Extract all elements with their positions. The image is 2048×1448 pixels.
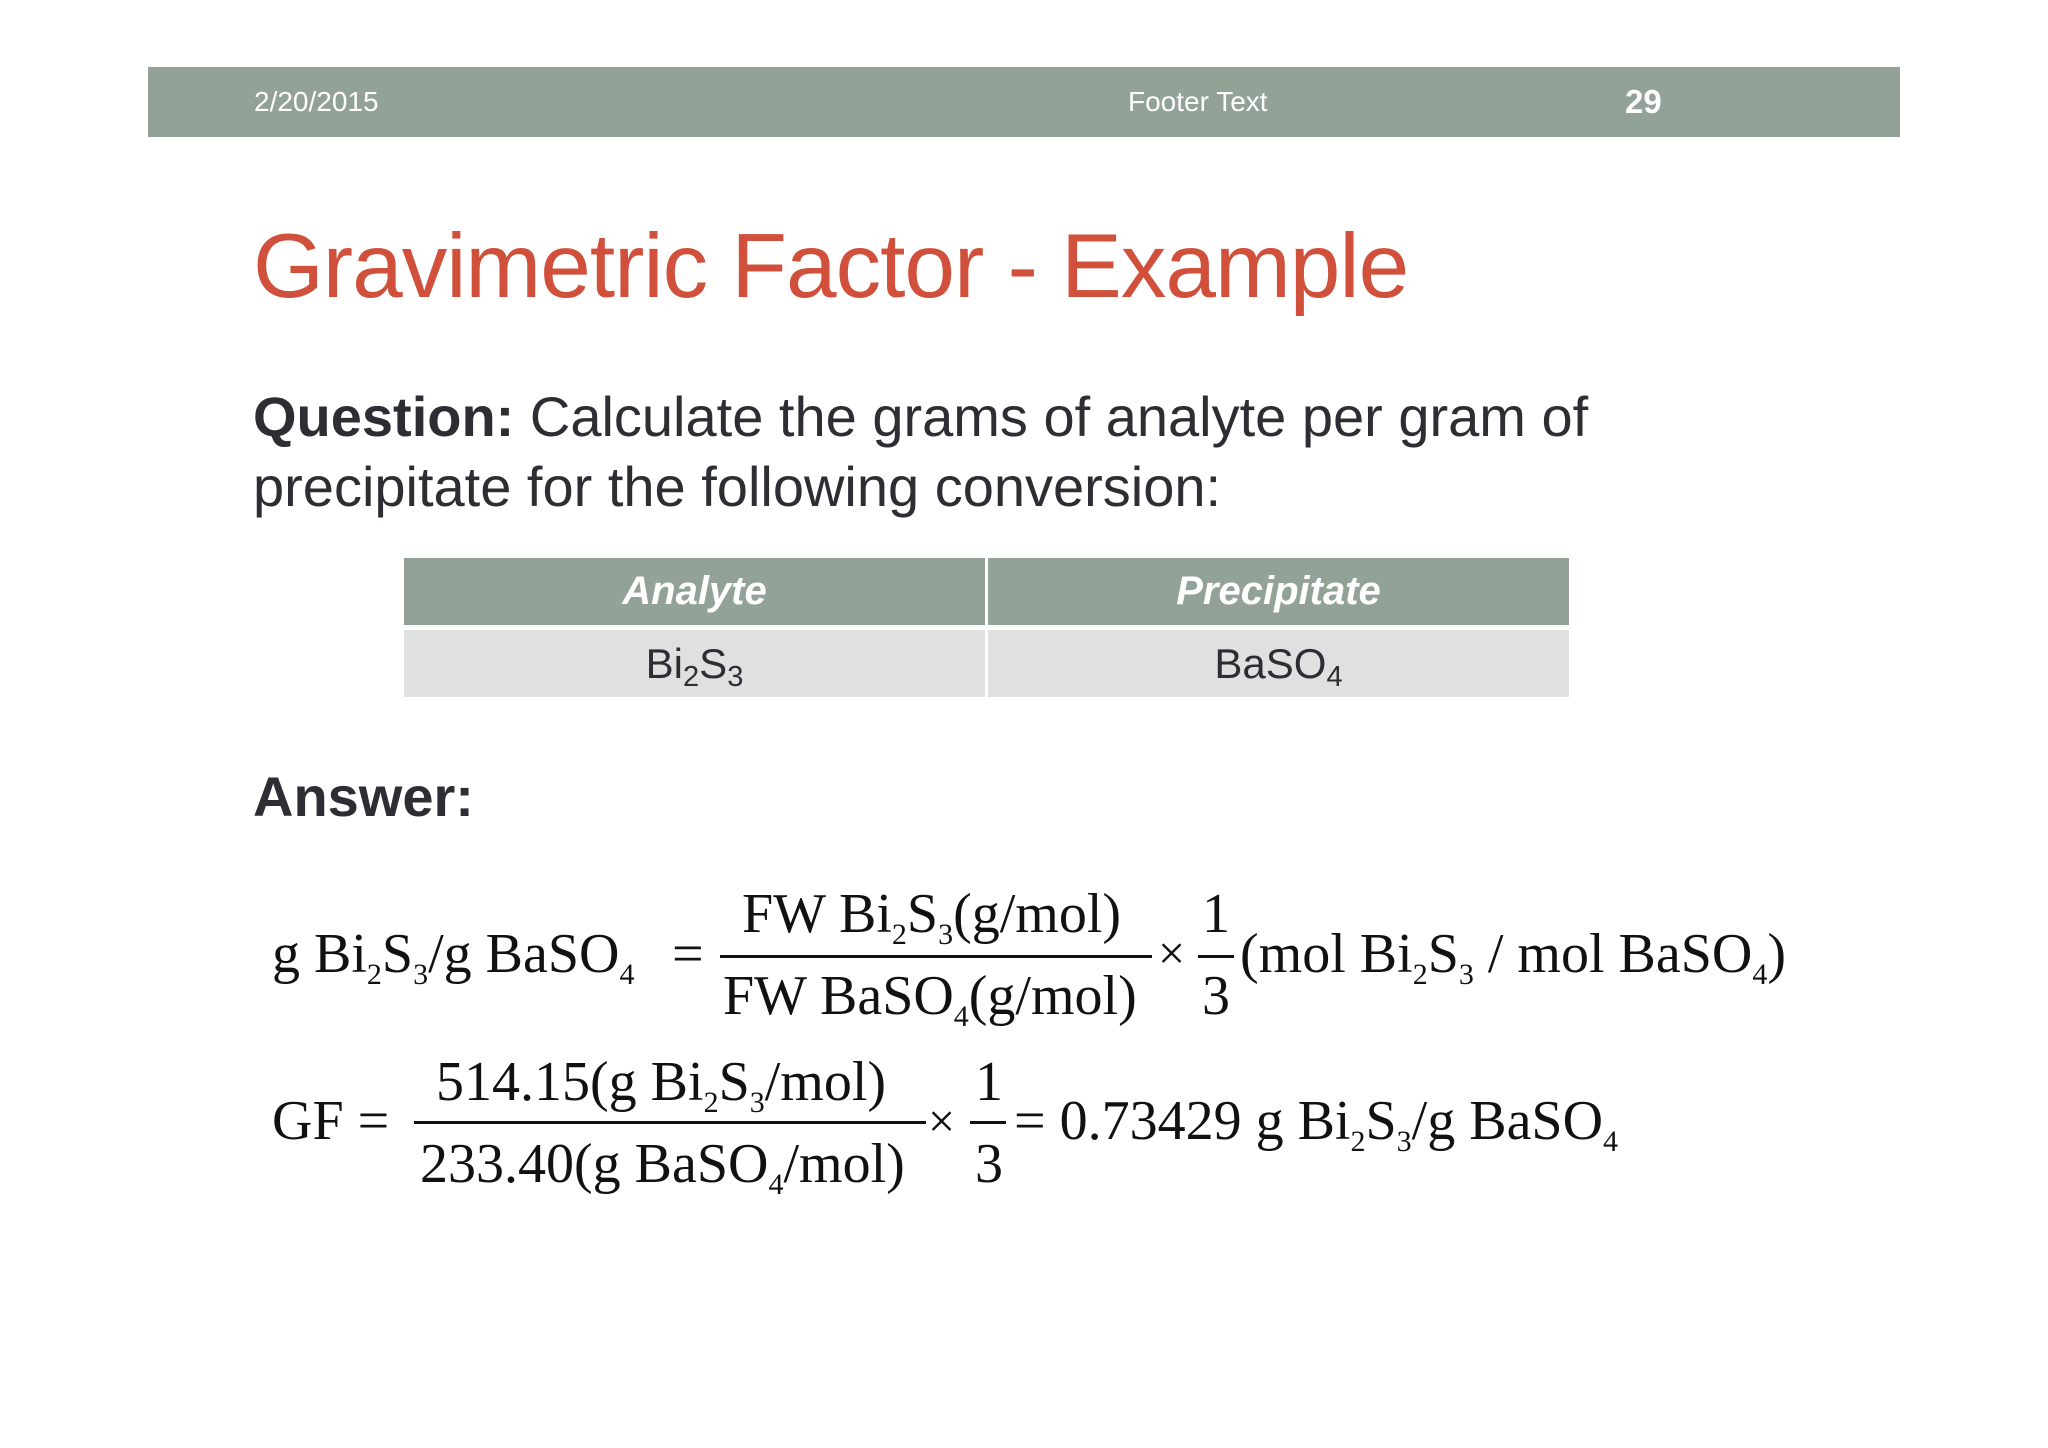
question-paragraph — [253, 382, 1753, 522]
eq1-times: × — [1158, 927, 1186, 980]
eq2-times: × — [928, 1095, 956, 1148]
eq1-lhs: g $Bi_2S_3/g$ BaSO$_4$ — [272, 923, 635, 991]
conversion-table — [404, 558, 1569, 697]
slide-number: 29 — [1625, 83, 1662, 120]
table-header-row — [404, 558, 1569, 628]
footer-bar — [148, 67, 1900, 137]
header-analyte: Analyte — [404, 558, 987, 628]
question-text: Calculate the grams of analyte per gram of precipitate for the following conversion: — [253, 385, 1589, 518]
eq1-numerator: FW $Bi_2S_3(g/mol)$ — [742, 883, 1122, 951]
answer-label: Answer: — [253, 765, 474, 828]
footer-text: Footer Text — [1128, 86, 1268, 117]
eq2-lhs: GF = — [272, 1090, 390, 1152]
eq2-denominator: 233.40(g BaSO$_4$/mol) — [420, 1133, 905, 1201]
question-label: Question: — [253, 385, 515, 448]
eq2-fraction-bar — [414, 1121, 926, 1124]
eq2-third-bar — [970, 1121, 1006, 1124]
eq2-result: = 0.73429 g $Bi_2S_3/g$ BaSO$_4$ — [1014, 1090, 1619, 1158]
footer-date: 2/20/2015 — [254, 86, 379, 117]
eq1-denominator: FW BaSO$_4$(g/mol) — [723, 965, 1137, 1033]
slide-title: Gravimetric Factor - Example — [253, 216, 1409, 317]
cell-precipitate: BaSO$_4$ — [987, 628, 1570, 698]
eq1-three: 3 — [1202, 965, 1230, 1027]
eq1-one: 1 — [1202, 883, 1230, 945]
header-precipitate: Precipitate — [987, 558, 1570, 628]
eq2-three: 3 — [975, 1133, 1003, 1195]
eq1-tail: (mol $Bi_2S_3$ / mol BaSO$_4$) — [1240, 923, 1786, 991]
eq1-fraction-bar — [720, 955, 1152, 958]
cell-analyte: $Bi_2S_3$ — [404, 628, 987, 698]
eq2-one: 1 — [975, 1051, 1003, 1113]
eq1-third-bar — [1198, 955, 1234, 958]
table-row — [404, 628, 1569, 698]
eq2-numerator: 514.15(g $Bi_2S_3/mol$) — [436, 1051, 887, 1119]
eq1-equals: = — [672, 923, 704, 985]
